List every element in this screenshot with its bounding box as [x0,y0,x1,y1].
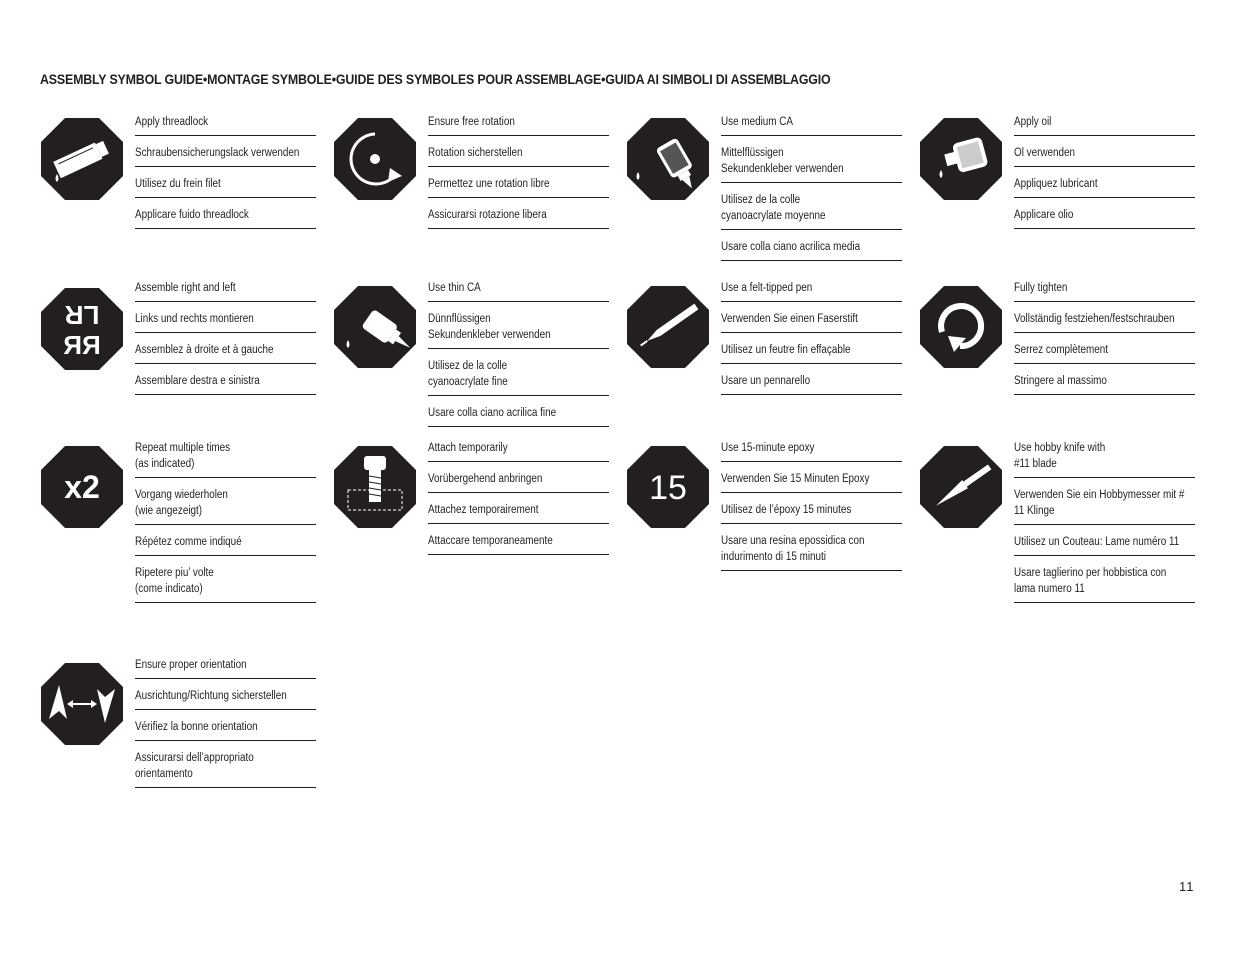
felt-pen-icon [627,286,709,368]
list-repeat [135,440,316,612]
list-item: Apply threadlock [135,114,316,136]
left-right-icon [41,288,123,370]
epoxy-15-icon [627,446,709,528]
list-item: Vorübergehend anbringen [428,471,609,493]
list-item: Serrez complètement [1014,342,1195,364]
orientation-icon [41,663,123,745]
list-item: Fully tighten [1014,280,1195,302]
page-number: 11 [1179,879,1195,894]
list-item: Utilisez un Couteau: Lame numéro 11 [1014,534,1195,556]
list-epoxy [721,440,902,580]
list-item: Apply oil [1014,114,1195,136]
list-item: Répétez comme indiqué [135,534,316,556]
list-item: Usare un pennarello [721,373,902,395]
list-item: Assemblez à droite et à gauche [135,342,316,364]
fully-tighten-icon [920,286,1002,368]
list-item: Utilisez de la colle cyanoacrylate moyenne [721,192,902,230]
list-item: Rotation sicherstellen [428,145,609,167]
list-felt-pen [721,280,902,404]
list-item: Attachez temporairement [428,502,609,524]
list-item: Ensure proper orientation [135,657,316,679]
list-item: Usare taglierino per hobbistica con lama numero 11 [1014,565,1195,603]
list-thin-ca [428,280,609,436]
list-threadlock [135,114,316,238]
list-item: Vorgang wiederholen (wie angezeigt) [135,487,316,525]
list-hobby-knife [1014,440,1195,612]
epoxy-15-text: 15 [649,469,687,507]
list-item: Applicare olio [1014,207,1195,229]
list-item: Öl verwenden [1014,145,1195,167]
list-left-right [135,280,316,404]
list-item: Appliquez lubricant [1014,176,1195,198]
list-item: Utilisez de l’époxy 15 minutes [721,502,902,524]
free-rotation-icon [334,118,416,200]
list-item: Utilisez du frein filet [135,176,316,198]
list-item: Ausrichtung/Richtung sicherstellen [135,688,316,710]
list-item: Verwenden Sie einen Faserstift [721,311,902,333]
list-orientation [135,657,316,797]
list-item: Vollständig festziehen/festschrauben [1014,311,1195,333]
svg-text:RR: RR [63,330,101,360]
list-item: Use medium CA [721,114,902,136]
list-oil [1014,114,1195,238]
list-item: Applicare fuido threadlock [135,207,316,229]
list-item: Ripetere piu’ volte (come indicato) [135,565,316,603]
list-item: Assicurarsi rotazione libera [428,207,609,229]
list-item: Attaccare temporaneamente [428,533,609,555]
list-item: Assemblare destra e sinistra [135,373,316,395]
list-item: Ensure free rotation [428,114,609,136]
hobby-knife-icon [920,446,1002,528]
list-item: Stringere al massimo [1014,373,1195,395]
list-item: Verwenden Sie ein Hobbymesser mit # 11 Klinge [1014,487,1195,525]
list-item: Usare colla ciano acrilica media [721,239,902,261]
thin-ca-bottle-icon [334,286,416,368]
attach-temporarily-icon [334,446,416,528]
svg-text:LR: LR [64,300,100,330]
list-item: Usare colla ciano acrilica fine [428,405,609,427]
list-item: Repeat multiple times (as indicated) [135,440,316,478]
page-title: ASSEMBLY SYMBOL GUIDE•MONTAGE SYMBOLE•GUIDE DES SYMBOLES POUR ASSEMBLAGE•GUIDA AI SIMBOLI DI ASSEMBLAGGIO [40,72,831,87]
list-item: Use thin CA [428,280,609,302]
list-item: Mittelflüssigen Sekundenkleber verwenden [721,145,902,183]
list-item: Attach temporarily [428,440,609,462]
threadlock-tube-icon [41,118,123,200]
repeat-x2-text: x2 [64,469,100,505]
list-item: Vérifiez la bonne orientation [135,719,316,741]
list-item: Use 15-minute epoxy [721,440,902,462]
list-medium-ca [721,114,902,270]
list-free-rotation [428,114,609,238]
list-item: Utilisez un feutre fin effaçable [721,342,902,364]
medium-ca-bottle-icon [627,118,709,200]
list-item: Links und rechts montieren [135,311,316,333]
list-item: Verwenden Sie 15 Minuten Epoxy [721,471,902,493]
oil-bottle-icon [920,118,1002,200]
list-item: Schraubensicherungslack verwenden [135,145,316,167]
list-item: Dünnflüssigen Sekundenkleber verwenden [428,311,609,349]
list-item: Assicurarsi dell’appropriato orientamento [135,750,316,788]
repeat-x2-icon [41,446,123,528]
list-item: Permettez une rotation libre [428,176,609,198]
list-item: Assemble right and left [135,280,316,302]
list-attach-temporarily [428,440,609,564]
list-item: Use hobby knife with #11 blade [1014,440,1195,478]
list-item: Use a felt-tipped pen [721,280,902,302]
list-item: Usare una resina epossidica con indurimento di 15 minuti [721,533,902,571]
list-item: Utilisez de la colle cyanoacrylate fine [428,358,609,396]
list-fully-tighten [1014,280,1195,404]
